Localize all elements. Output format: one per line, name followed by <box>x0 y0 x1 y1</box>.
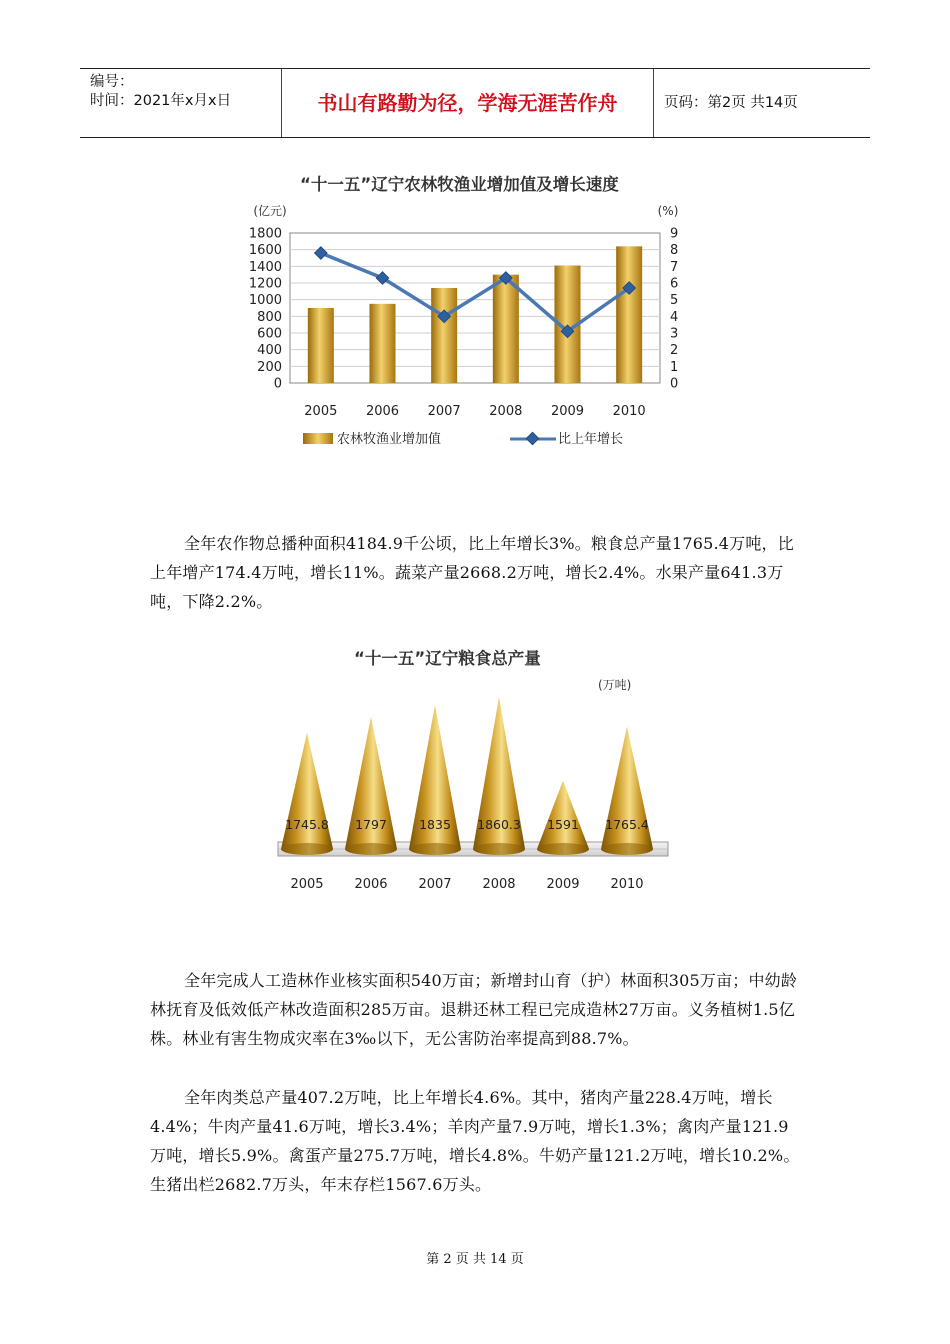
page-header <box>80 68 870 138</box>
chart2-cone-base <box>473 843 525 855</box>
legend-line-label: 比上年增长 <box>558 432 624 447</box>
chart1-right-unit: (%) <box>657 204 679 218</box>
chart1-left-tick: 0 <box>273 376 282 392</box>
header-motto: 书山有路勤为径，学海无涯苦作舟 <box>282 69 654 137</box>
chart1-left-tick: 200 <box>257 359 282 375</box>
chart1-plot-area <box>290 233 660 383</box>
chart2-unit: (万吨) <box>598 678 632 692</box>
chart2-x-tick: 2010 <box>610 877 644 892</box>
chart1-right-tick: 4 <box>670 309 679 325</box>
chart1-bar <box>493 275 519 383</box>
chart2-value-label: 1860.3 <box>477 817 521 832</box>
paragraph-crops: 全年农作物总播种面积4184.9千公顷，比上年增长3%。粮食总产量1765.4万吨，比上年增产174.4万吨，增长11%。蔬菜产量2668.2万吨，增长2.4%。水果产量641.3万吨，下降2.2%。 <box>150 534 794 611</box>
paragraph-forestry: 全年完成人工造林作业核实面积540万亩；新增封山育（护）林面积305万亩；中幼龄林抚育及低效低产林改造面积285万亩。退耕还林工程已完成造林27万亩。义务植树1.5亿株。林业有害生物成灾率在3‰以下，无公害防治率提高到88.7%。 <box>150 971 798 1048</box>
chart1-bar <box>308 308 334 383</box>
chart1-x-tick: 2006 <box>365 404 400 419</box>
chart1-bar <box>431 288 457 383</box>
chart2-cone <box>409 705 461 855</box>
chart1-x-tick: 2007 <box>427 404 461 419</box>
header-meta <box>80 69 282 137</box>
chart2-cone <box>345 717 397 855</box>
chart1-agri-value-growth <box>220 195 700 465</box>
header-page-info: 页码：第2页 共14页 <box>664 95 798 111</box>
legend-bar-label: 农林牧渔业增加值 <box>337 432 442 447</box>
chart1-right-tick: 0 <box>670 376 679 392</box>
chart2-grain-output <box>260 670 680 900</box>
chart1-x-tick: 2005 <box>304 404 338 419</box>
chart1-right-tick: 9 <box>670 226 679 242</box>
chart2-x-tick: 2009 <box>546 877 580 892</box>
chart2-value-label: 1765.4 <box>605 817 649 832</box>
chart1-bar <box>370 304 396 383</box>
chart1-title: “十一五”辽宁农林牧渔业增加值及增长速度 <box>300 175 619 194</box>
chart2-x-tick: 2007 <box>418 877 452 892</box>
chart1-right-tick: 8 <box>670 243 679 259</box>
page-footer: 第 2 页 共 14 页 <box>426 1252 524 1267</box>
chart2-cone <box>281 733 333 855</box>
chart1-left-tick: 400 <box>257 343 282 359</box>
chart2-cone-base <box>601 843 653 855</box>
chart2-cone-base <box>345 843 397 855</box>
chart1-x-tick: 2009 <box>550 404 585 419</box>
chart2-cone-base <box>281 843 333 855</box>
chart2-value-label: 1797 <box>355 817 387 832</box>
chart1-right-tick: 6 <box>670 276 679 292</box>
chart1-left-tick: 1800 <box>248 226 282 242</box>
chart2-x-tick: 2005 <box>290 877 324 892</box>
chart1-x-tick: 2010 <box>612 404 646 419</box>
chart1-right-tick: 7 <box>670 259 679 275</box>
chart2-cone-base <box>409 843 461 855</box>
chart2-cone-base <box>537 843 589 855</box>
chart1-left-unit: (亿元) <box>253 204 287 218</box>
chart1-left-tick: 1600 <box>248 243 282 259</box>
chart1-left-tick: 1200 <box>248 276 282 292</box>
chart2-value-label: 1835 <box>419 817 451 832</box>
chart1-left-tick: 1400 <box>248 259 282 275</box>
date-label: 时间：2021年x月x日 <box>90 93 232 109</box>
chart2-x-tick: 2006 <box>354 877 388 892</box>
chart1-x-tick: 2008 <box>489 404 523 419</box>
paragraph-livestock: 全年肉类总产量407.2万吨，比上年增长4.6%。其中，猪肉产量228.4万吨，增长4.4%；牛肉产量41.6万吨，增长3.4%；羊肉产量7.9万吨，增长1.3%；禽肉产量121.9万吨，增长5.9%。禽蛋产量275.7万吨，增长4.8%。牛奶产量121.2万吨，增长10.2%。生猪出栏2682.7万头，年末存栏1567.6万头。 <box>150 1088 800 1194</box>
chart1-left-tick: 800 <box>257 309 282 325</box>
code-label: 编号： <box>90 74 134 90</box>
chart1-bar <box>616 246 642 383</box>
chart1-left-tick: 600 <box>257 326 282 342</box>
chart2-value-label: 1745.8 <box>285 817 329 832</box>
chart1-right-tick: 5 <box>670 293 679 309</box>
legend-bar-swatch <box>303 433 333 444</box>
chart1-right-tick: 2 <box>670 343 679 359</box>
chart1-right-tick: 1 <box>670 359 679 375</box>
chart2-value-label: 1591 <box>547 817 579 832</box>
chart2-title: “十一五”辽宁粮食总产量 <box>354 649 541 668</box>
chart2-cone <box>601 727 653 855</box>
chart1-right-tick: 3 <box>670 326 679 342</box>
chart1-left-tick: 1000 <box>248 293 282 309</box>
chart2-x-tick: 2008 <box>482 877 516 892</box>
